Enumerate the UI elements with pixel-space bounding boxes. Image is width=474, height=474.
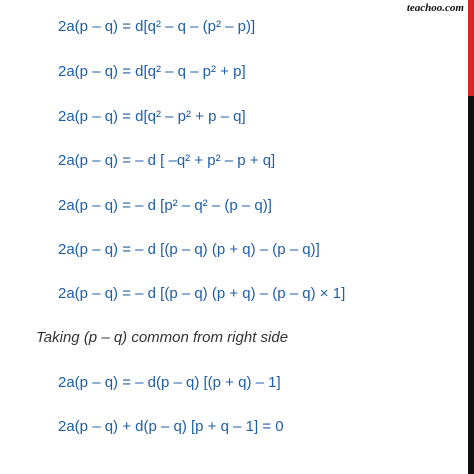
equation-step-8: 2a(p – q) = – d(p – q) [(p + q) – 1]: [58, 374, 281, 391]
equation-step-7: 2a(p – q) = – d [(p – q) (p + q) – (p – q) × 1]: [58, 285, 346, 302]
teachoo-watermark: teachoo.com: [406, 2, 464, 14]
explanation-note: Taking (p – q) common from right side: [36, 329, 289, 346]
equation-step-9: 2a(p – q) + d(p – q) [p + q – 1] = 0: [58, 418, 284, 435]
equation-step-3: 2a(p – q) = d[q² – p² + p – q]: [58, 108, 246, 125]
equation-step-6: 2a(p – q) = – d [(p – q) (p + q) – (p – q)]: [58, 241, 320, 258]
equation-step-1: 2a(p – q) = d[q² – q – (p² – p)]: [58, 18, 256, 35]
equation-step-2: 2a(p – q) = d[q² – q – p² + p]: [58, 63, 246, 80]
side-accent-bar-red: [468, 0, 474, 96]
side-accent-bar-black: [468, 96, 474, 474]
equation-step-5: 2a(p – q) = – d [p² – q² – (p – q)]: [58, 197, 272, 214]
side-accent-bar: [468, 0, 474, 474]
equation-step-4: 2a(p – q) = – d [ –q² + p² – p + q]: [58, 152, 276, 169]
